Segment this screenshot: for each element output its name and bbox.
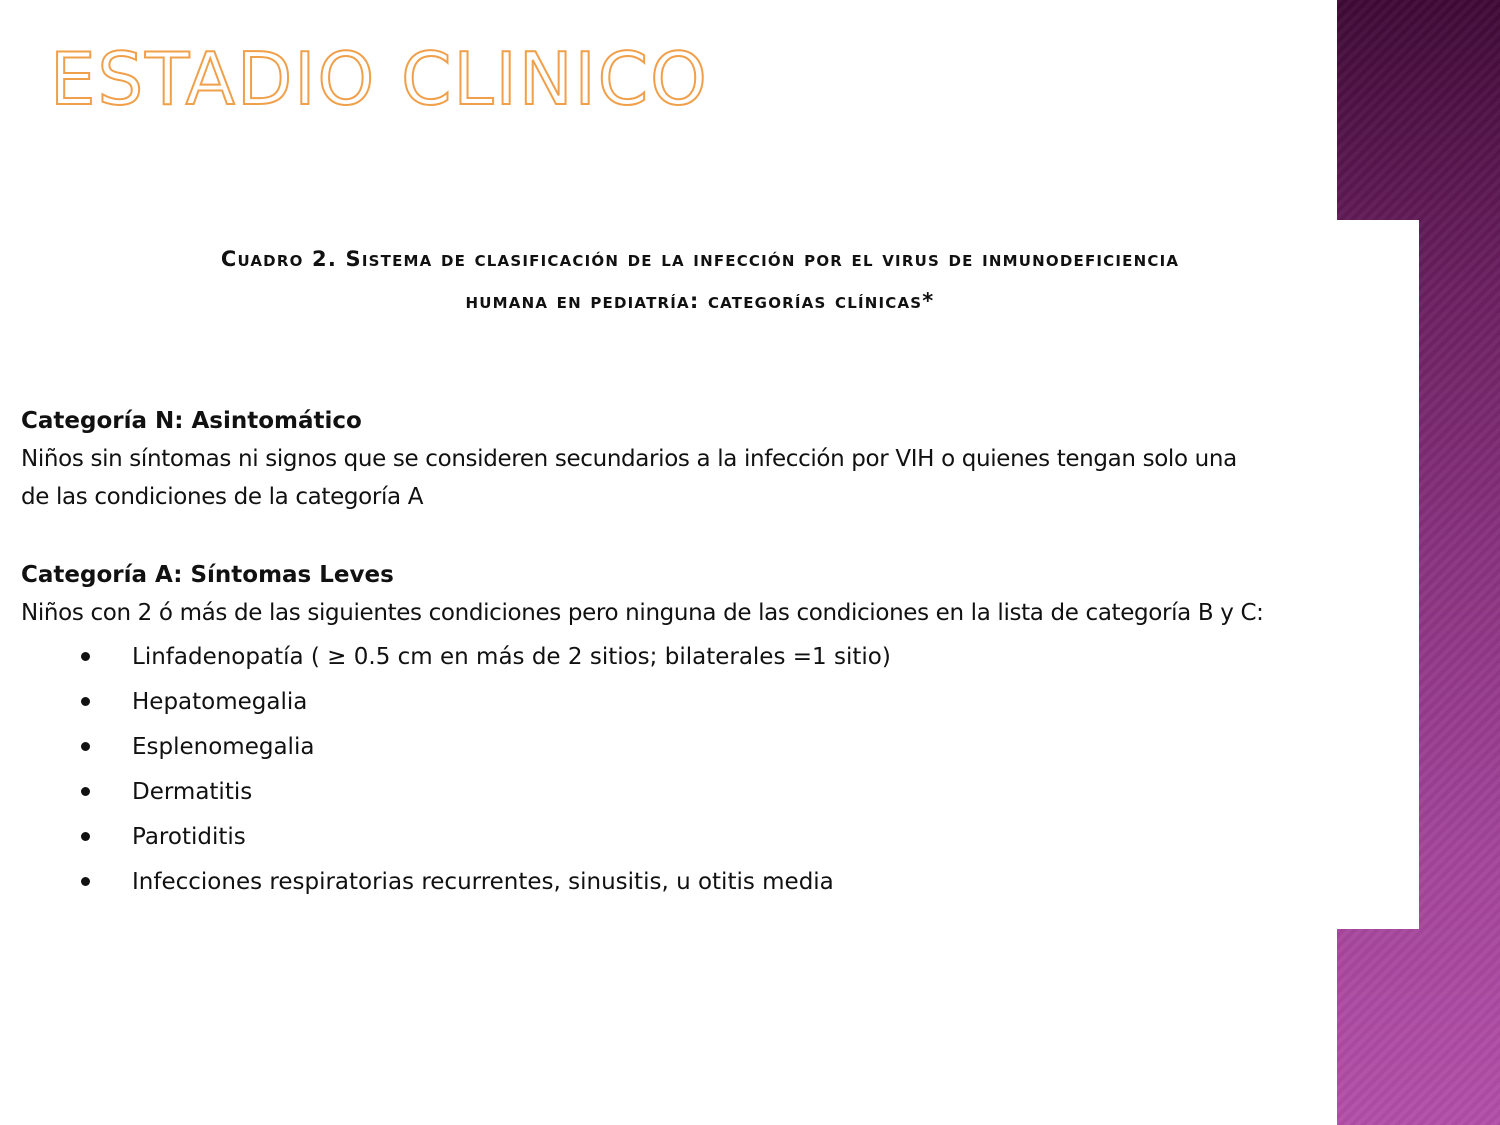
bullet-icon xyxy=(81,877,90,886)
category-n-description xyxy=(21,440,1411,516)
list-item-text: Hepatomegalia xyxy=(132,689,308,715)
list-item-text: Infecciones respiratorias recurrentes, sinusitis, u otitis media xyxy=(132,869,834,895)
slide-title: ESTADIO CLINICO xyxy=(50,37,709,121)
bullet-icon xyxy=(81,787,90,796)
list-item-text: Dermatitis xyxy=(132,779,253,805)
classification-image-panel xyxy=(0,220,1419,929)
bullet-icon xyxy=(81,697,90,706)
bullet-icon xyxy=(81,832,90,841)
list-item-text: Esplenomegalia xyxy=(132,734,315,760)
category-n-heading: Categoría N: Asintomático xyxy=(21,408,362,434)
category-a-description: Niños con 2 ó más de las siguientes condiciones pero ninguna de las condiciones en la lista de categoría B y C: xyxy=(21,600,1264,626)
bullet-icon xyxy=(81,652,90,661)
category-a-heading: Categoría A: Síntomas Leves xyxy=(21,562,394,588)
table-caption-line-2: humana en pediatría: categorías clínicas* xyxy=(465,289,935,313)
category-a-section xyxy=(21,556,1411,632)
category-n-line-1: Niños sin síntomas ni signos que se consideren secundarios a la infección por VIH o quienes tengan solo una xyxy=(21,446,1237,472)
table-caption-line-1: Cuadro 2. Sistema de clasificación de la infección por el virus de inmunodeficiencia xyxy=(220,247,1180,271)
bullet-icon xyxy=(81,742,90,751)
category-n-section xyxy=(21,402,1411,516)
list-item-text: Linfadenopatía ( ≥ 0.5 cm en más de 2 sitios; bilaterales =1 sitio) xyxy=(132,644,891,670)
table-caption xyxy=(0,238,1400,322)
category-n-line-2: de las condiciones de la categoría A xyxy=(21,484,424,510)
list-item-text: Parotiditis xyxy=(132,824,246,850)
